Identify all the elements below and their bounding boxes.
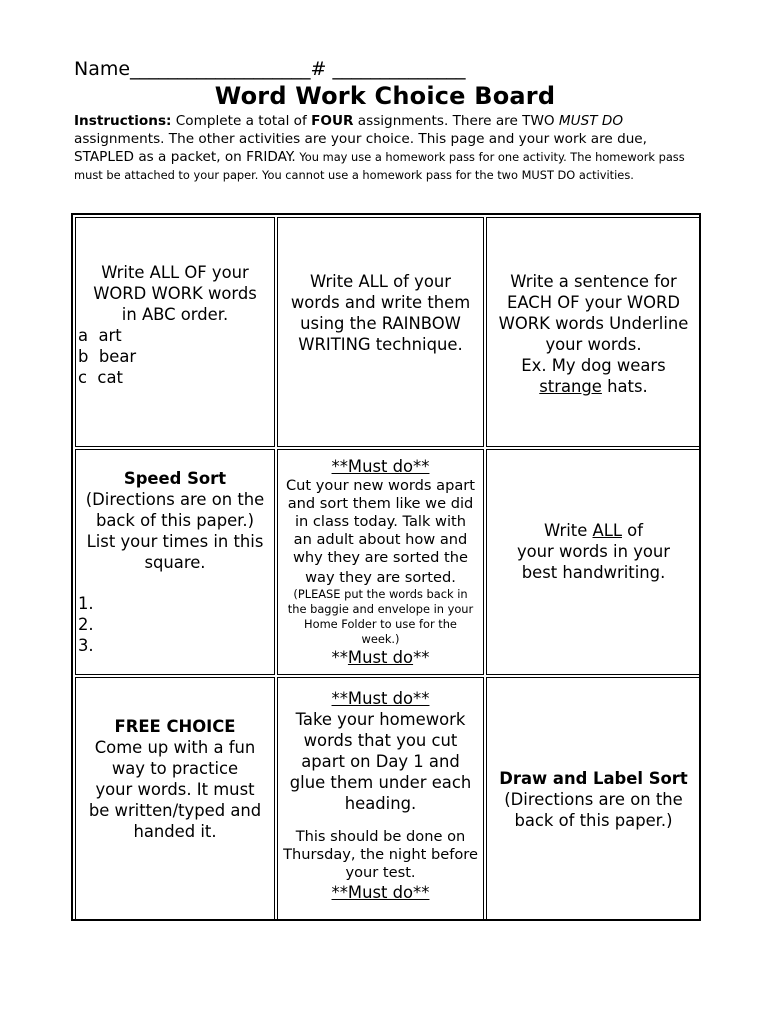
abc-example-a: a art (78, 326, 122, 345)
cut-note-3: Home Folder to use for the (304, 617, 457, 631)
draw-line-1: (Directions are on the (504, 790, 683, 809)
cell-speed-sort (75, 449, 275, 675)
speed-line-4: square. (144, 553, 206, 572)
write-all-post: of (621, 521, 643, 540)
abc-example-b: b bear (78, 347, 137, 366)
sentence-example (539, 376, 647, 397)
free-line-3: your words. It must (95, 780, 255, 799)
free-line-4: be written/typed and (88, 801, 262, 820)
homework-line-4: glue them under each (289, 773, 472, 792)
sentence-line-4: your words. (545, 335, 642, 354)
abc-line-1: Write ALL OF your (101, 263, 249, 282)
instructions-text-3: assignments. The other activities are your choice. This page and your work are due, STAPLED as a packet, on FRIDAY. (74, 131, 647, 165)
speed-line-1: (Directions are on the (85, 490, 265, 509)
homework-must-do-bottom: **Must do** (331, 883, 430, 902)
homework-note-3: your test. (345, 864, 416, 881)
rainbow-line-3: using the RAINBOW (300, 314, 461, 333)
homework-line-2: words that you cut (303, 731, 458, 750)
cell-glue-homework (277, 677, 484, 921)
instructions-homework-pass-note: You may use a homework pass for one activity. The homework pass must be attached to your paper. You cannot use a homework pass for the two MUST DO activities. (74, 150, 685, 182)
speed-line-2: back of this paper.) (95, 511, 255, 530)
abc-line-3: in ABC order. (121, 305, 229, 324)
homework-must-do-top: **Must do** (331, 689, 430, 708)
homework-note-2: Thursday, the night before (283, 846, 478, 863)
cut-line-5: why they are sorted the (292, 549, 468, 566)
cut-note-1: (PLEASE put the words back in (293, 587, 468, 601)
sentence-example-rest: hats. (601, 377, 648, 396)
instructions-must-do: MUST DO (558, 113, 624, 129)
free-choice-title: FREE CHOICE (114, 717, 236, 736)
cut-line-1: Cut your new words apart (285, 477, 476, 494)
cut-line-6: way they are sorted. (305, 569, 456, 586)
instructions-text-1: Complete a total of (171, 113, 312, 129)
abc-line-2: WORD WORK words (93, 284, 257, 303)
cell-abc-order (75, 217, 275, 447)
homework-line-3: apart on Day 1 and (301, 752, 460, 771)
sentence-line-3: WORK words Underline (498, 314, 689, 333)
choice-board (71, 213, 701, 921)
speed-sort-title: Speed Sort (123, 469, 227, 488)
name-number-line: Name___________________# ______________ (74, 58, 466, 80)
cell-best-handwriting (486, 449, 701, 675)
sentence-line-2: EACH OF your WORD (507, 293, 680, 312)
rainbow-line-4: WRITING technique. (298, 335, 463, 354)
cell-rainbow-writing (277, 217, 484, 447)
cut-line-2: and sort them like we did (287, 495, 474, 512)
cut-must-bottom-post: ** (413, 648, 430, 667)
instructions-label: Instructions: (74, 113, 172, 129)
write-all-underlined: ALL (592, 521, 622, 540)
draw-line-2: back of this paper.) (514, 811, 673, 830)
speed-time-2: 2. (78, 615, 94, 634)
abc-example-c: c cat (78, 368, 123, 387)
sentence-example-underlined: strange (539, 377, 602, 396)
instructions (74, 112, 704, 184)
cell-sentence (486, 217, 701, 447)
write-all-line-3: best handwriting. (521, 563, 666, 582)
draw-label-title: Draw and Label Sort (499, 769, 688, 788)
write-all-line-2: your words in your (516, 542, 671, 561)
instructions-four: FOUR (311, 113, 354, 129)
write-all-line-1 (544, 520, 643, 541)
sentence-line-1: Write a sentence for (510, 272, 677, 291)
rainbow-line-1: Write ALL of your (309, 272, 452, 291)
cut-line-3: in class today. Talk with (294, 513, 467, 530)
free-line-2: way to practice (111, 759, 239, 778)
instructions-text-2: assignments. There are TWO (353, 113, 559, 129)
speed-time-3: 3. (78, 636, 94, 655)
cut-must-do-top: **Must do** (331, 457, 430, 476)
cut-must-do-bottom (332, 647, 430, 668)
write-all-pre: Write (544, 521, 593, 540)
cell-draw-and-label (486, 677, 701, 921)
free-line-5: handed it. (133, 822, 217, 841)
cut-must-bottom-pre: ** (331, 648, 348, 667)
homework-line-5: heading. (344, 794, 417, 813)
cell-free-choice (75, 677, 275, 921)
cut-line-4: an adult about how and (293, 531, 468, 548)
cut-note-4: week.) (361, 632, 400, 646)
cut-note-2: the baggie and envelope in your (287, 602, 474, 616)
speed-line-3: List your times in this (86, 532, 264, 551)
rainbow-line-2: words and write them (290, 293, 471, 312)
cell-cut-and-sort (277, 449, 484, 675)
page-title: Word Work Choice Board (214, 82, 556, 110)
homework-note-1: This should be done on (295, 828, 466, 845)
cut-must-bottom-underlined: Must do (347, 648, 414, 667)
sentence-line-5: Ex. My dog wears (521, 356, 666, 375)
free-line-1: Come up with a fun (94, 738, 256, 757)
speed-time-1: 1. (78, 594, 94, 613)
homework-line-1: Take your homework (295, 710, 466, 729)
